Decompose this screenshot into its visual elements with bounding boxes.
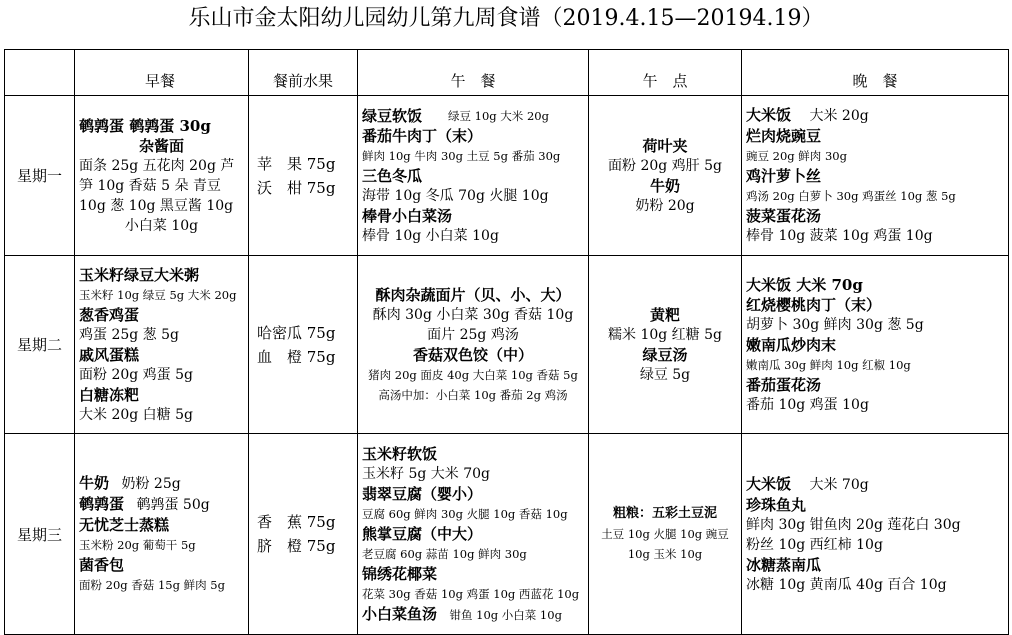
dish-name: 鹌鹑蛋 xyxy=(79,495,125,513)
dinner-cell xyxy=(742,256,1009,434)
snack-cell xyxy=(589,434,742,635)
lunch-cell xyxy=(358,256,589,434)
fruit-item: 脐 橙 75g xyxy=(257,537,336,555)
dish-name: 嫩南瓜炒肉末 xyxy=(746,335,837,354)
breakfast-cell xyxy=(75,256,249,434)
ingredients: 老豆腐 60g 蒜苗 10g 鲜肉 30g xyxy=(362,546,527,561)
dish-name: 玉米籽绿豆大米粥 xyxy=(79,265,200,284)
ingredients: 番茄 10g 鸡蛋 10g xyxy=(746,396,869,413)
ingredients: 海带 10g 冬瓜 70g 火腿 10g xyxy=(362,187,549,204)
day-label: 星期三 xyxy=(5,434,75,635)
ingredients: 大米 20g 白糖 5g xyxy=(79,406,193,423)
ingredients: 嫩南瓜 30g 鲜肉 10g 红椒 10g xyxy=(746,357,911,372)
ingredients: 鲜肉 30g 钳鱼肉 20g 莲花白 30g xyxy=(746,516,961,533)
dish-name: 菠菜蛋花汤 xyxy=(746,207,822,225)
header-row xyxy=(5,50,1009,96)
ingredients: 大米 20g xyxy=(809,108,869,124)
ingredients: 面粉 20g 香菇 15g 鲜肉 5g xyxy=(79,578,225,592)
dish-name: 鹌鹑蛋 鹌鹑蛋 30g xyxy=(79,116,211,135)
fruit-item: 沃 柑 75g xyxy=(257,178,336,197)
ingredients: 土豆 10g 火腿 10g 豌豆 10g 玉米 10g xyxy=(601,527,729,561)
fruit-item: 血 橙 75g xyxy=(257,347,336,366)
lunch-cell xyxy=(358,434,589,635)
ingredients: 猪肉 20g 面皮 40g 大白菜 10g 香菇 5g xyxy=(368,367,578,382)
fruit-item: 香 蕉 75g xyxy=(257,513,336,531)
dish-name: 熊掌豆腐（中大） xyxy=(362,524,483,543)
snack-cell xyxy=(589,256,742,434)
ingredients: 豌豆 20g 鲜肉 30g xyxy=(746,149,847,163)
dish-name: 锦绣花椰菜 xyxy=(362,564,438,583)
day-label: 星期二 xyxy=(5,256,75,434)
dish-name: 烂肉烧豌豆 xyxy=(746,127,822,145)
lunch-cell xyxy=(358,96,589,256)
ingredients: 豆腐 60g 鲜肉 30g 火腿 10g 香菇 10g xyxy=(362,506,568,521)
dish-name: 葱香鸡蛋 xyxy=(79,305,140,324)
ingredients: 鸡蛋 25g 葱 5g xyxy=(79,326,179,343)
dish-name: 绿豆软饭 xyxy=(362,106,423,125)
dish-name: 玉米籽软饭 xyxy=(362,444,438,463)
ingredients: 冰糖 10g 黄南瓜 40g 百合 10g xyxy=(746,576,947,593)
header-day xyxy=(5,50,75,96)
ingredients: 奶粉 25g xyxy=(121,476,181,492)
dish-name: 牛奶 xyxy=(79,474,110,492)
table-row-monday xyxy=(5,96,1009,256)
table-row-tuesday xyxy=(5,256,1009,434)
header-dinner: 晚 餐 xyxy=(742,50,1009,96)
ingredients: 面条 25g 五花肉 20g 芦 xyxy=(79,157,235,174)
ingredients: 绿豆 5g xyxy=(639,366,691,383)
dish-name: 戚风蛋糕 xyxy=(79,345,140,364)
breakfast-cell xyxy=(75,434,249,635)
dish-name: 大米饭 大米 70g xyxy=(746,275,863,294)
ingredients: 笋 10g 香菇 5 朵 青豆 xyxy=(79,177,221,194)
dish-name: 大米饭 xyxy=(746,106,792,124)
dish-name: 大米饭 xyxy=(746,474,792,493)
dish-name: 番茄牛肉丁（末） xyxy=(362,126,483,145)
dish-name: 翡翠豆腐（婴小） xyxy=(362,484,483,503)
dish-name: 绿豆汤 xyxy=(642,345,688,364)
dinner-cell xyxy=(742,96,1009,256)
dish-name: 酥肉杂蔬面片（贝、小、大） xyxy=(375,285,571,304)
ingredients: 棒骨 10g 菠菜 10g 鸡蛋 10g xyxy=(746,228,933,244)
ingredients: 鸡汤 20g 白萝卜 30g 鸡蛋丝 10g 葱 5g xyxy=(746,189,956,203)
header-lunch: 午 餐 xyxy=(358,50,589,96)
ingredients: 花菜 30g 香菇 10g 鸡蛋 10g 西蓝花 10g xyxy=(362,586,580,601)
ingredients: 面粉 20g 鸡蛋 5g xyxy=(79,366,193,383)
ingredients: 钳鱼 10g 小白菜 10g xyxy=(449,607,562,622)
dish-name: 香菇双色饺（中） xyxy=(412,345,533,364)
fruit-cell xyxy=(249,434,358,635)
header-breakfast: 早餐 xyxy=(75,50,249,96)
dish-name: 无忧芝士蒸糕 xyxy=(79,516,170,534)
ingredients: 面粉 20g 鸡肝 5g xyxy=(608,157,722,174)
fruit-item: 苹 果 75g xyxy=(257,154,336,173)
dish-name: 三色冬瓜 xyxy=(362,166,423,185)
dish-name: 冰糖蒸南瓜 xyxy=(746,555,822,574)
ingredients: 奶粉 20g xyxy=(635,197,695,214)
fruit-cell xyxy=(249,96,358,256)
ingredients: 玉米粉 20g 葡萄干 5g xyxy=(79,538,196,552)
breakfast-cell xyxy=(75,96,249,256)
ingredients: 面片 25g 鸡汤 xyxy=(427,326,519,343)
ingredients: 绿豆 10g 大米 20g xyxy=(448,108,549,123)
dish-name: 牛奶 xyxy=(649,176,680,195)
dish-name: 鸡汁萝卜丝 xyxy=(746,167,822,185)
table-row-wednesday xyxy=(5,434,1009,635)
dinner-cell xyxy=(742,434,1009,635)
day-label: 星期一 xyxy=(5,96,75,256)
ingredients: 玉米籽 5g 大米 70g xyxy=(362,465,490,482)
ingredients: 玉米籽 10g 绿豆 5g 大米 20g xyxy=(79,287,237,302)
ingredients: 棒骨 10g 小白菜 10g xyxy=(362,227,499,244)
snack-cell xyxy=(589,96,742,256)
ingredients: 10g 葱 10g 黑豆酱 10g xyxy=(79,197,234,214)
dish-name: 粗粮：五彩土豆泥 xyxy=(612,506,717,521)
dish-name: 菌香包 xyxy=(79,556,125,574)
ingredients: 鹌鹑蛋 50g xyxy=(136,497,210,513)
dish-name: 红烧樱桃肉丁（末） xyxy=(746,295,882,314)
dish-name: 小白菜鱼汤 xyxy=(362,604,438,623)
header-fruit: 餐前水果 xyxy=(249,50,358,96)
dish-name: 黄粑 xyxy=(649,305,680,324)
dish-name: 番茄蛋花汤 xyxy=(746,375,822,394)
ingredients: 胡萝卜 30g 鲜肉 30g 葱 5g xyxy=(746,316,924,333)
ingredients: 大米 70g xyxy=(809,476,869,493)
dish-name: 杂酱面 xyxy=(138,136,184,155)
dish-name: 荷叶夹 xyxy=(642,136,688,155)
ingredients: 小白菜 10g xyxy=(124,217,199,234)
fruit-item: 哈密瓜 75g xyxy=(257,323,336,342)
ingredients: 高汤中加：小白菜 10g 番茄 2g 鸡汤 xyxy=(378,387,568,402)
dish-name: 白糖冻粑 xyxy=(79,385,140,404)
fruit-cell xyxy=(249,256,358,434)
header-snack: 午 点 xyxy=(589,50,742,96)
ingredients: 粉丝 10g 西红柿 10g xyxy=(746,536,883,553)
page-title: 乐山市金太阳幼儿园幼儿第九周食谱（2019.4.15—20194.19） xyxy=(188,6,824,31)
dish-name: 珍珠鱼丸 xyxy=(746,495,807,514)
dish-name: 棒骨小白菜汤 xyxy=(362,206,453,225)
weekly-menu-table xyxy=(4,49,1009,635)
ingredients: 糯米 10g 红糖 5g xyxy=(608,326,722,343)
ingredients: 酥肉 30g 小白菜 30g 香菇 10g xyxy=(372,306,574,323)
ingredients: 鲜肉 10g 牛肉 30g 土豆 5g 番茄 30g xyxy=(362,148,561,163)
